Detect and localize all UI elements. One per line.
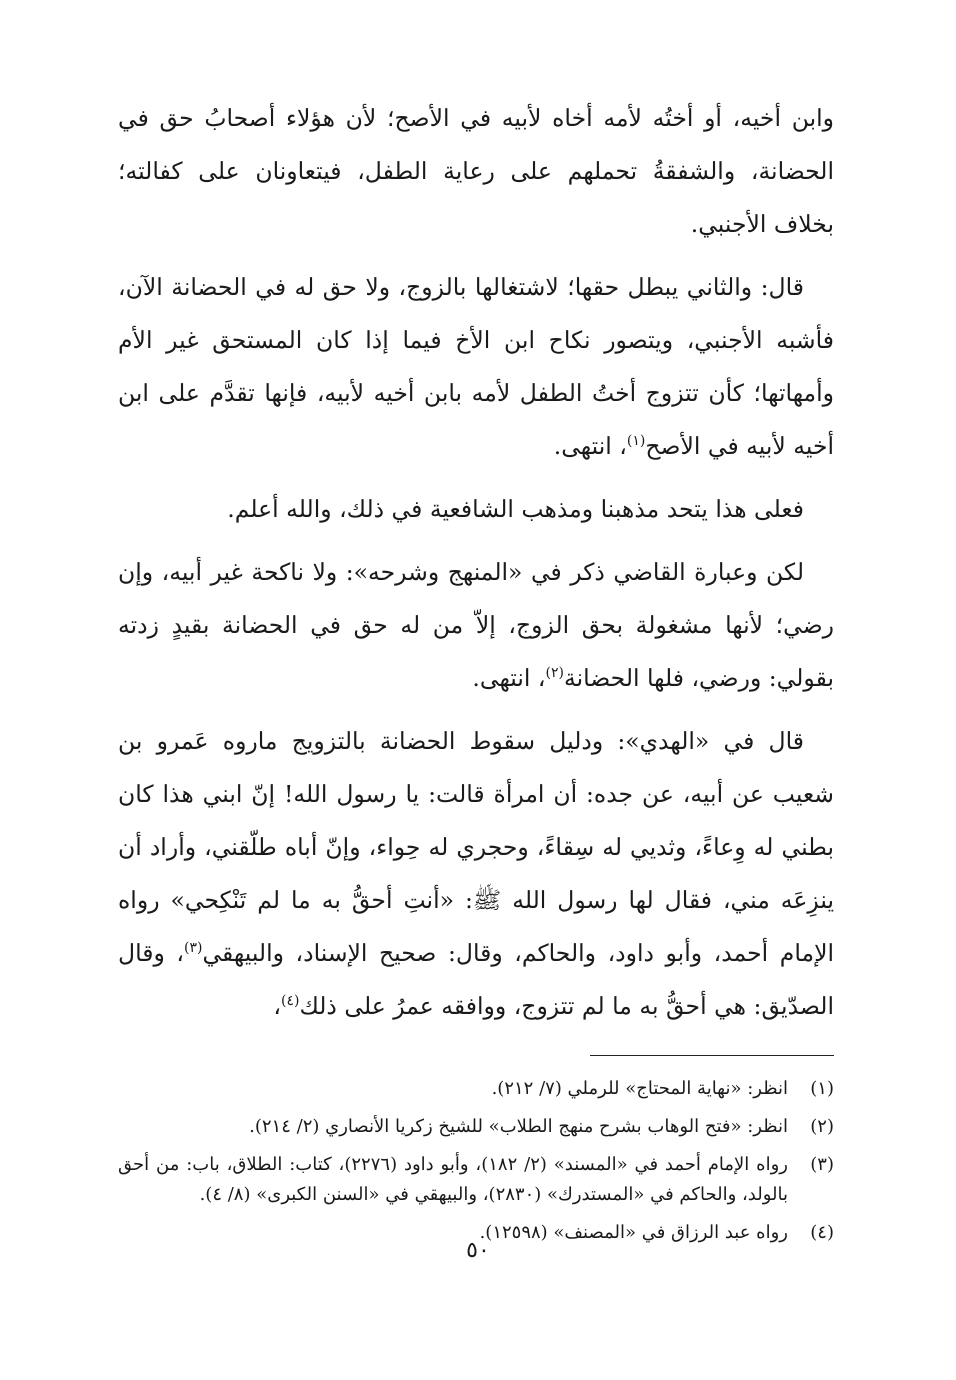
footnote-ref-3[interactable]: (٣) (183, 940, 203, 957)
paragraph-2: قال: والثاني يبطل حقها؛ لاشتغالها بالزوج، ولا حق له في الحضانة الآن، فأشبه الأجنبي، ويتصور نكاح ابن الأخ فيما إذا كان المستحق غير الأم وأمهاتها؛ كأن تتزوج أختُ الطفل لأمه بابن أخيه لأبيه، فإنها تقدَّم على ابن أخيه لأبيه في الأصح$^{(١)}$، انتهى. (118, 273, 834, 460)
paragraph-3: فعلى هذا يتحد مذهبنا ومذهب الشافعية في ذلك، والله أعلم. (227, 495, 804, 523)
footnote-ref-4[interactable]: (٤) (281, 993, 300, 1010)
paragraph-4: لكن وعبارة القاضي ذكر في «المنهج وشرحه»: ولا ناكحة غير أبيه، وإن رضي؛ لأنها مشغولة بحق الزوج، إلاّ من له حق في الحضانة بقيدٍ زدته بقولي: ورضي، فلها الحضانة$^{(٢)}$، انتهى. (118, 558, 834, 692)
footnote-text: انظر: «نهاية المحتاج» للرملي (٧/ ٢١٢). (491, 1078, 788, 1099)
footnote-text: انظر: «فتح الوهاب بشرح منهج الطلاب» للشيخ زكريا الأنصاري (٢/ ٢١٤). (249, 1116, 788, 1137)
document-page (118, 92, 834, 1256)
body-text (118, 92, 834, 1033)
footnote-item (118, 1074, 834, 1104)
footnote-ref-1[interactable]: (١) (626, 433, 646, 450)
page-number: ٥٠ (466, 1238, 490, 1263)
footnotes (118, 1074, 834, 1248)
footnote-number: (٢) (810, 1116, 834, 1137)
paragraph-1: وابن أخيه، أو أختُه لأمه أخاه لأبيه في الأصح؛ لأن هؤلاء أصحابُ حق في الحضانة، والشفقةُ تحملهم على رعاية الطفل، فيتعاونان على كفالته؛ بخلاف الأجنبي. (118, 104, 834, 238)
footnote-number: (٤) (810, 1222, 834, 1243)
footnote-item (118, 1112, 834, 1142)
footnote-ref-2[interactable]: (٢) (545, 665, 564, 682)
footnote-item (118, 1150, 834, 1210)
footnote-text: رواه عبد الرزاق في «المصنف» (١٢٥٩٨). (479, 1222, 788, 1243)
footnote-text: رواه الإمام أحمد في «المسند» (٢/ ١٨٢)، وأبو داود (٢٢٧٦)، كتاب: الطلاق، باب: من أحق بالولد، والحاكم في «المستدرك» (٢٨٣٠)، والبيهقي في «السنن الكبرى» (٨/ ٤). (118, 1154, 788, 1205)
footnote-number: (٣) (810, 1154, 834, 1175)
footnote-number: (١) (810, 1078, 834, 1099)
footnote-divider (590, 1055, 834, 1056)
paragraph-5: قال في «الهدي»: ودليل سقوط الحضانة بالتزويج ماروه عَمرو بن شعيب عن أبيه، عن جده: أن امرأة قالت: يا رسول الله! إنّ ابني هذا كان بطني له وِعاءً، وثديي له سِقاءً، وحجري له حِواء، وإنّ أباه طلّقني، وأراد أن ينزِعَه مني، فقال لها رسول الله ﷺ: «أنتِ أحقُّ به ما لم تَنْكِحي» رواه الإمام أحمد، وأبو داود، والحاكم، وقال: صحيح الإسناد، والبيهقي$^{(٣)}$، وقال الصدّيق: هي أحقُّ به ما لم تتزوج، ووافقه عمرُ على ذلك$^{(٤)}$، (118, 727, 834, 1020)
